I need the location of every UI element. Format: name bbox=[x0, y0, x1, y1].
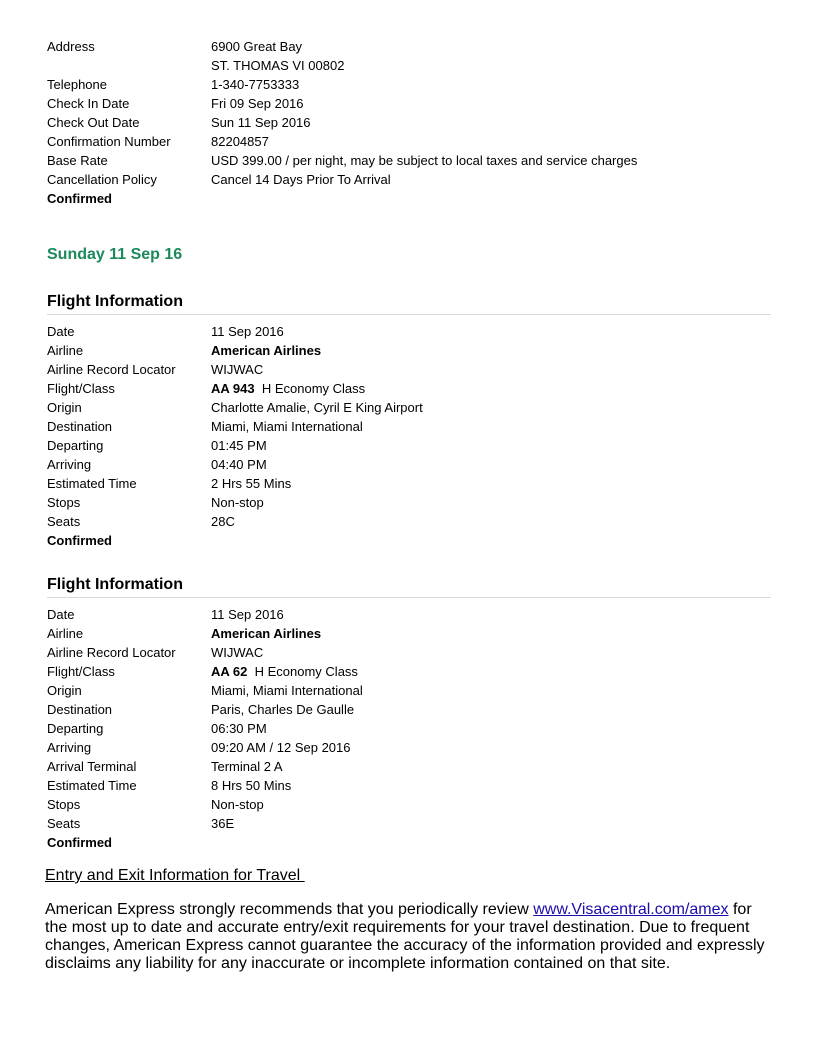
date-label: Date bbox=[47, 607, 75, 622]
telephone-value: 1-340-7753333 bbox=[211, 77, 300, 92]
estimated-value: 8 Hrs 50 Mins bbox=[211, 778, 292, 793]
hotel-status: Confirmed bbox=[47, 191, 112, 206]
arriving-label: Arriving bbox=[47, 740, 92, 755]
estimated-row bbox=[47, 776, 771, 795]
flight-section-title: Flight Information bbox=[47, 575, 771, 598]
origin-label: Origin bbox=[47, 400, 82, 415]
flight-number: AA 62 bbox=[211, 664, 248, 679]
entry-exit-text bbox=[45, 901, 775, 973]
entry-text-after: for the most up to date and accurate entry/exit requirements for your travel destination. Due to frequent changes, American Express cannot guarantee the accuracy of the information provided and expressly disclaims any liability for any inaccurate or incomplete information contained on that site. bbox=[45, 901, 765, 972]
origin-value: Miami, Miami International bbox=[211, 683, 363, 698]
locator-label: Airline Record Locator bbox=[47, 645, 176, 660]
base-rate-label: Base Rate bbox=[47, 153, 108, 168]
estimated-row bbox=[47, 474, 771, 493]
check-out-value: Sun 11 Sep 2016 bbox=[211, 115, 311, 130]
arriving-row bbox=[47, 455, 771, 474]
date-value: 11 Sep 2016 bbox=[211, 324, 284, 339]
locator-row bbox=[47, 643, 771, 662]
estimated-label: Estimated Time bbox=[47, 778, 137, 793]
seats-row bbox=[47, 512, 771, 531]
flight-class-value bbox=[211, 379, 365, 398]
hotel-details bbox=[47, 37, 771, 208]
destination-value: Miami, Miami International bbox=[211, 419, 363, 434]
airline-value: American Airlines bbox=[211, 626, 322, 641]
flight-info-2 bbox=[47, 575, 771, 852]
date-row bbox=[47, 322, 771, 341]
seats-label: Seats bbox=[47, 514, 81, 529]
address-label: Address bbox=[47, 39, 95, 54]
visacentral-link[interactable]: www.Visacentral.com/amex bbox=[533, 901, 729, 918]
cabin-class: H Economy Class bbox=[261, 381, 366, 396]
locator-label: Airline Record Locator bbox=[47, 362, 176, 377]
stops-value: Non-stop bbox=[211, 495, 264, 510]
stops-label: Stops bbox=[47, 797, 81, 812]
telephone-row bbox=[47, 75, 771, 94]
destination-value: Paris, Charles De Gaulle bbox=[211, 702, 355, 717]
stops-label: Stops bbox=[47, 495, 81, 510]
estimated-label: Estimated Time bbox=[47, 476, 137, 491]
date-value: 11 Sep 2016 bbox=[211, 607, 284, 622]
address-line2: ST. THOMAS VI 00802 bbox=[211, 58, 345, 73]
flight-class-value bbox=[211, 662, 358, 681]
terminal-label: Arrival Terminal bbox=[47, 759, 137, 774]
cabin-class: H Economy Class bbox=[254, 664, 358, 679]
address-row-2 bbox=[47, 56, 771, 75]
airline-row bbox=[47, 624, 771, 643]
arriving-label: Arriving bbox=[47, 457, 92, 472]
seats-value: 28C bbox=[211, 514, 235, 529]
estimated-value: 2 Hrs 55 Mins bbox=[211, 476, 292, 491]
check-out-label: Check Out Date bbox=[47, 115, 140, 130]
flight-number: AA 943 bbox=[211, 381, 255, 396]
terminal-value: Terminal 2 A bbox=[211, 759, 283, 774]
flight-section-title: Flight Information bbox=[47, 292, 771, 315]
locator-row bbox=[47, 360, 771, 379]
origin-row bbox=[47, 398, 771, 417]
destination-row bbox=[47, 700, 771, 719]
flight-status: Confirmed bbox=[47, 533, 112, 548]
terminal-row bbox=[47, 757, 771, 776]
confirmation-value: 82204857 bbox=[211, 134, 269, 149]
date-row bbox=[47, 605, 771, 624]
check-in-row bbox=[47, 94, 771, 113]
departing-value: 06:30 PM bbox=[211, 721, 267, 736]
locator-value: WIJWAC bbox=[211, 362, 264, 377]
address-row bbox=[47, 37, 771, 56]
flight-status: Confirmed bbox=[47, 835, 112, 850]
seats-value: 36E bbox=[211, 816, 235, 831]
check-out-row bbox=[47, 113, 771, 132]
cancellation-label: Cancellation Policy bbox=[47, 172, 157, 187]
flight-info-1 bbox=[47, 292, 771, 550]
departing-value: 01:45 PM bbox=[211, 438, 267, 453]
flight-class-label: Flight/Class bbox=[47, 664, 115, 679]
seats-row bbox=[47, 814, 771, 833]
departing-row bbox=[47, 436, 771, 455]
stops-row bbox=[47, 795, 771, 814]
arriving-value: 09:20 AM / 12 Sep 2016 bbox=[211, 740, 351, 755]
entry-exit-title: Entry and Exit Information for Travel bbox=[45, 867, 305, 884]
entry-text-before: American Express strongly recommends that you periodically review bbox=[45, 901, 534, 918]
seats-label: Seats bbox=[47, 816, 81, 831]
destination-label: Destination bbox=[47, 702, 113, 717]
airline-row bbox=[47, 341, 771, 360]
arriving-value: 04:40 PM bbox=[211, 457, 267, 472]
flight-class-row bbox=[47, 379, 771, 398]
airline-label: Airline bbox=[47, 626, 84, 641]
flight-class-label: Flight/Class bbox=[47, 381, 115, 396]
airline-label: Airline bbox=[47, 343, 84, 358]
confirmation-label: Confirmation Number bbox=[47, 134, 171, 149]
arriving-row bbox=[47, 738, 771, 757]
cancellation-value: Cancel 14 Days Prior To Arrival bbox=[211, 172, 391, 187]
departing-label: Departing bbox=[47, 438, 104, 453]
origin-label: Origin bbox=[47, 683, 82, 698]
cancellation-row bbox=[47, 170, 771, 189]
departing-row bbox=[47, 719, 771, 738]
locator-value: WIJWAC bbox=[211, 645, 264, 660]
check-in-value: Fri 09 Sep 2016 bbox=[211, 96, 304, 111]
flight-class-row bbox=[47, 662, 771, 681]
confirmation-row bbox=[47, 132, 771, 151]
base-rate-row bbox=[47, 151, 771, 170]
airline-value: American Airlines bbox=[211, 343, 322, 358]
departing-label: Departing bbox=[47, 721, 104, 736]
origin-row bbox=[47, 681, 771, 700]
destination-row bbox=[47, 417, 771, 436]
address-line1: 6900 Great Bay bbox=[211, 39, 303, 54]
origin-value: Charlotte Amalie, Cyril E King Airport bbox=[211, 400, 423, 415]
day-header: Sunday 11 Sep 16 bbox=[47, 246, 183, 263]
base-rate-value: USD 399.00 / per night, may be subject to local taxes and service charges bbox=[211, 153, 638, 168]
stops-row bbox=[47, 493, 771, 512]
telephone-label: Telephone bbox=[47, 77, 107, 92]
check-in-label: Check In Date bbox=[47, 96, 130, 111]
destination-label: Destination bbox=[47, 419, 113, 434]
stops-value: Non-stop bbox=[211, 797, 264, 812]
date-label: Date bbox=[47, 324, 75, 339]
